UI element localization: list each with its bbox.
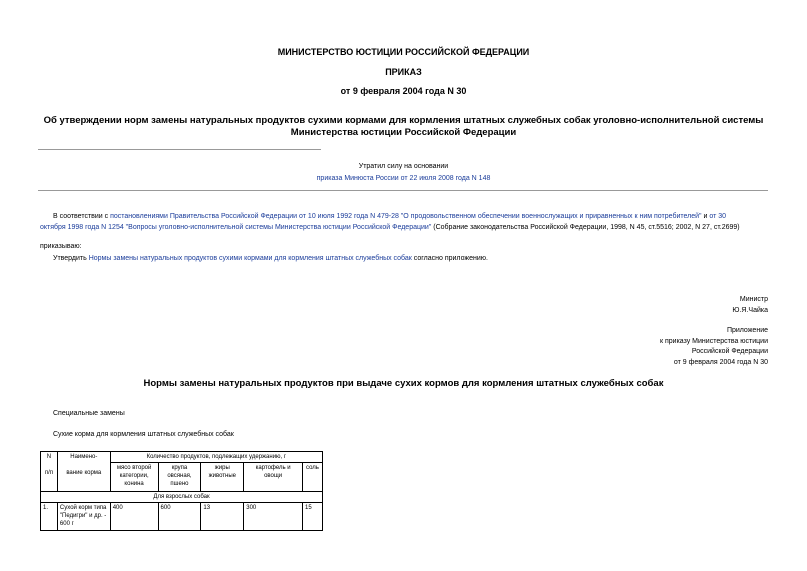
header-cell-fat: жиры животные	[201, 463, 244, 492]
row-cell-groats: 600	[158, 503, 201, 531]
row-cell-potato: 300	[244, 503, 303, 531]
doc-date-heading: от 9 февраля 2004 года N 30	[340, 86, 467, 96]
header-cell-potato: картофель и овощи	[244, 463, 303, 492]
orders-word: приказываю:	[40, 243, 82, 250]
header-name-line-2: вание корма	[66, 470, 102, 476]
p2-text-b: согласно приложению.	[411, 255, 488, 262]
appendix-block	[660, 326, 768, 368]
divider-long	[38, 190, 768, 191]
section-cell-adult-dogs: Для взрослых собак	[41, 492, 323, 503]
norms-title: Нормы замены натуральных продуктов при выдаче сухих кормов для кормления штатных служебных собак	[143, 378, 664, 389]
p2-text-a: Утвердить	[53, 255, 89, 262]
norms-link[interactable]: Нормы замены натуральных продуктов сухими кормами для кормления штатных служебных собак	[88, 255, 412, 262]
signature-position: Министр	[739, 296, 768, 303]
header-cell-groats: крупа овсяная, пшено	[158, 463, 201, 492]
table-header-row-1	[41, 452, 323, 463]
signature-name: Ю.Я.Чайка	[732, 306, 768, 314]
doc-type-heading: ПРИКАЗ	[385, 67, 422, 77]
gov-decree-link-1[interactable]: постановлениями Правительства Российской Федерации от 10 июля 1992 года N 479-28 "О продовольственном обеспечении военнослужащих и приравненных к ним потребителей"	[110, 213, 702, 220]
header-num-line-2: п/п	[44, 470, 54, 476]
row-cell-num: 1.	[41, 503, 58, 531]
table-section-row	[41, 492, 323, 503]
paragraph-basis	[40, 211, 770, 233]
gov-decree-link-2a[interactable]: от 30	[709, 213, 727, 220]
row-cell-meat: 400	[110, 503, 158, 531]
row-cell-salt: 15	[302, 503, 322, 531]
signature-block	[732, 295, 768, 316]
repeal-order-link[interactable]: приказа Минюста России от 22 июля 2008 года N 148	[316, 175, 491, 182]
divider-short	[38, 149, 321, 150]
ministry-heading: МИНИСТЕРСТВО ЮСТИЦИИ РОССИЙСКОЙ ФЕДЕРАЦИИ	[277, 47, 530, 57]
norms-subtitle-dry-food: Сухие корма для кормления штатных служебных собак	[53, 431, 234, 438]
header-cell-meat: мясо второй категории, конина	[110, 463, 158, 492]
header-cell-num	[41, 452, 58, 492]
row-cell-fat: 13	[201, 503, 244, 531]
status-link-row	[0, 175, 807, 182]
gov-decree-link-2b[interactable]: октября 1998 года N 1254 "Вопросы уголовно-исполнительной системы Министерства юстиции Российской Федерации"	[40, 224, 432, 231]
header-name-line-1: Наимено-	[70, 454, 98, 460]
header-num-line-1: N	[46, 454, 52, 460]
p1-text-c: (Собрание законодательства Российской Федерации, 1998, N 45, ст.5516; 2002, N 27, ст.2699)	[431, 224, 740, 231]
row-cell-name: Сухой корм типа "Педигри" и др. - 600 г	[57, 503, 110, 531]
table-row	[41, 503, 323, 531]
header-cell-salt: соль	[302, 463, 322, 492]
status-note: Утратил силу на основании	[358, 163, 449, 170]
p1-text-b: и	[701, 213, 710, 220]
header-cell-name	[57, 452, 110, 492]
title-line-2: Министерства юстиции Российской Федерации	[290, 127, 517, 138]
appendix-line-4: от 9 февраля 2004 года N 30	[673, 358, 768, 366]
appendix-line-3: Российской Федерации	[691, 348, 768, 355]
paragraph-approve	[53, 253, 488, 264]
document-title	[0, 115, 807, 139]
appendix-line-2: к приказу Министерства юстиции	[659, 337, 768, 345]
header-cell-quantity: Количество продуктов, подлежащих удержанию, г	[110, 452, 322, 463]
norms-table	[40, 451, 323, 531]
norms-subtitle-special: Специальные замены	[53, 410, 125, 417]
appendix-line-1: Приложение	[726, 327, 768, 334]
p1-text-a: В соответствии с	[53, 213, 111, 220]
title-line-1: Об утверждении норм замены натуральных продуктов сухими кормами для кормления штатных служебных собак уголовно-исполнительной системы	[43, 115, 764, 126]
